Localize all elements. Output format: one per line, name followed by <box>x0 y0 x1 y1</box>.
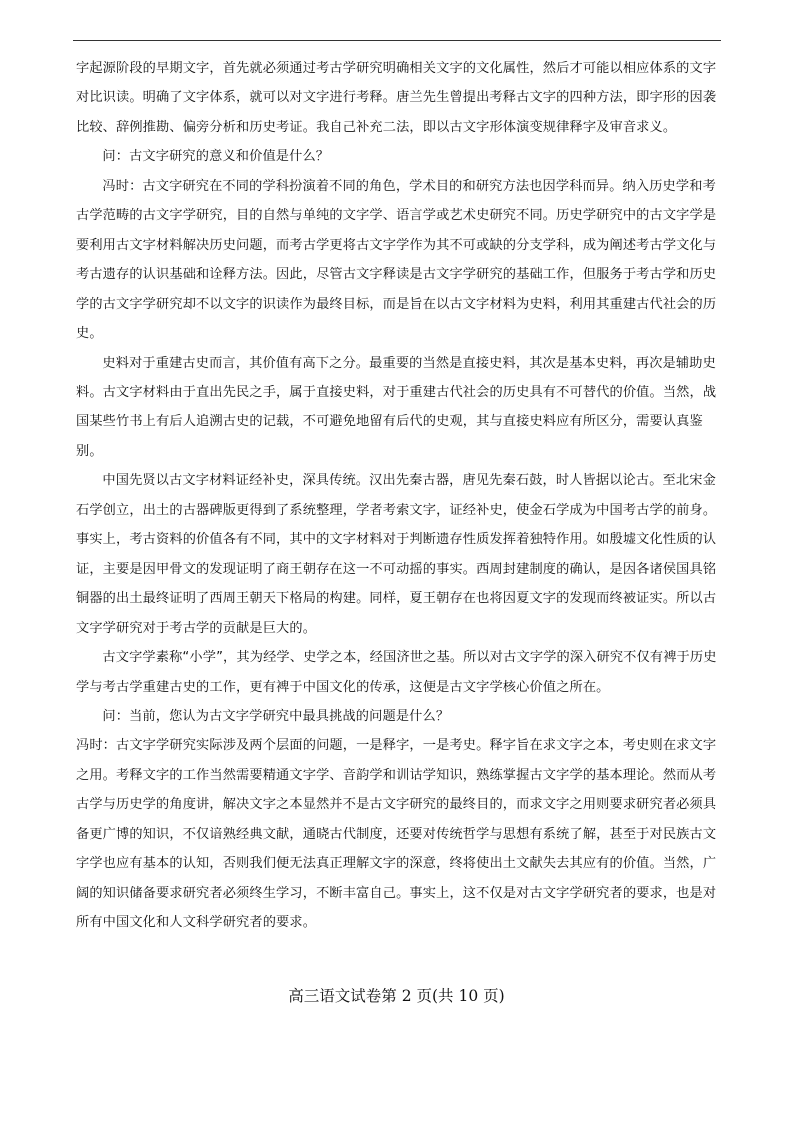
header-rule <box>73 40 721 41</box>
paragraph-1: 字起源阶段的早期文字，首先就必须通过考古学研究明确相关文字的文化属性，然后才可能以相应体系的文字对比识读。明确了文字体系，就可以对文字进行考释。唐兰先生曾提出考释古文字的四种方法，即字形的因袭比较、辞例推勘、偏旁分析和历史考证。我自己补充二法，即以古文字形体演变规律释字及审音求义。 <box>76 61 717 135</box>
page-footer: 高三语文试卷第 2 页(共 10 页) <box>288 987 505 1005</box>
article-body <box>76 54 720 938</box>
paragraph-2: 冯时：古文字研究在不同的学科扮演着不同的角色，学术目的和研究方法也因学科而异。纳入历史学和考古学范畴的古文字学研究，目的自然与单纯的文字学、语言学或艺术史研究不同。历史学研究中的古文字学是要利用古文字材料解决历史问题，而考古学更将古文字学作为其不可或缺的分支学科，成为阐述考古学文化与考古遗存的认识基础和诠释方法。因此，尽管古文字释读是古文字学研究的基础工作，但服务于考古学和历史学的古文字学研究却不以文字的识读作为最终目标，而是旨在以古文字材料为史料，利用其重建古代社会的历史。 <box>76 178 717 342</box>
paragraph-3: 史料对于重建古史而言，其价值有高下之分。最重要的当然是直接史料，其次是基本史料，再次是辅助史料。古文字材料由于直出先民之手，属于直接史料，对于重建古代社会的历史具有不可替代的价值。当然，战国某些竹书上有后人追溯古史的记载，不可避免地留有后代的史观，其与直接史料应有所区分，需要认真鉴别。 <box>76 355 717 459</box>
paragraph-5: 古文字学素称“小学”，其为经学、史学之本，经国济世之基。所以对古文字学的深入研究不仅有裨于历史学与考古学重建古史的工作，更有裨于中国文化的传承，这便是古文字学核心价值之所在。 <box>76 650 717 695</box>
question-2: 问：当前，您认为古文字学研究中最具挑战的问题是什么？ <box>102 708 450 724</box>
paragraph-6: 冯时：古文字学研究实际涉及两个层面的问题，一是释字，一是考史。释字旨在求文字之本，考史则在求文字之用。考释文字的工作当然需要精通文字学、音韵学和训诂学知识，熟练掌握古文字学的基本理论。然而从考古学与历史学的角度讲，解决文字之本显然并不是古文字研究的最终目的，而求文字之用则要求研究者必须具备更广博的知识，不仅谙熟经典文献，通晓古代制度，还要对传统哲学与思想有系统了解，甚至于对民族古文字学也应有基本的认知，否则我们便无法真正理解文字的深意，终将使出土文献失去其应有的价值。当然，广阔的知识储备要求研究者必须终生学习，不断丰富自己。事实上，这不仅是对古文字学研究者的要求，也是对所有中国文化和人文科学研究者的要求。 <box>76 738 717 931</box>
question-1: 问：古文字研究的意义和价值是什么？ <box>102 149 330 165</box>
paragraph-4: 中国先贤以古文字材料证经补史，深具传统。汉出先秦古器，唐见先秦石鼓，时人皆据以论古。至北宋金石学创立，出土的古器碑版更得到了系统整理，学者考索文字，证经补史，使金石学成为中国考古学的前身。事实上，考古资料的价值各有不同，其中的文字材料对于判断遗存性质发挥着独特作用。如殷墟文化性质的认证，主要是因甲骨文的发现证明了商王朝存在这一不可动摇的事实。西周封建制度的确认，是因各诸侯国具铭铜器的出土最终证明了西周王朝天下格局的构建。同样，夏王朝存在也将因夏文字的发现而终被证实。所以古文字学研究对于考古学的贡献是巨大的。 <box>76 473 717 636</box>
